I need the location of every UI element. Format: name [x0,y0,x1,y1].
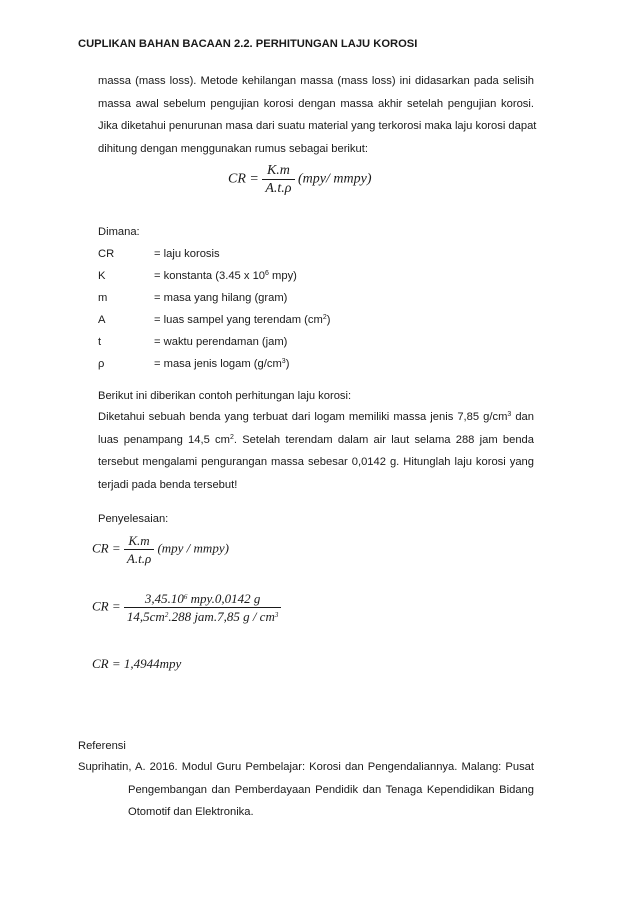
intro-line-2: massa awal sebelum pengujian korosi dengan massa akhir setelah pengujian korosi. [98,97,534,110]
solution-formula-1-unit: (mpy / mmpy) [157,540,229,556]
reference-line-1: Suprihatin, A. 2016. Modul Guru Pembelajar: Korosi dan Pengendaliannya. Malang: Pusat [78,761,534,773]
definition-symbol: t [98,336,102,348]
solution-formula-2-denominator: $14,5cm^2.288$ jam.7,85 g / $cm^3$ [126,609,279,624]
definition-symbol: A [98,314,106,326]
solution-formula-1-lhs: CR = [92,540,121,556]
definition-symbol: K [98,270,106,282]
reference-entry [78,756,534,824]
intro-line-1: massa (mass loss). Metode kehilangan massa (mass loss) ini didasarkan pada selisih [98,75,534,87]
definition-desc: = luas sampel yang terendam $(cm^2)$ [154,314,331,326]
main-formula [228,162,372,197]
reference-heading: Referensi [78,740,126,752]
main-formula-denominator: A.t.ρ [265,181,292,196]
solution-result: CR = 1,4944mpy [92,656,182,671]
example-line-4: terjadi pada benda tersebut! [98,478,238,491]
solution-formula-1-numerator: K.m [124,532,154,550]
page-header: CUPLIKAN BAHAN BACAAN 2.2. PERHITUNGAN LAJU KOROSI [78,38,418,50]
definition-symbol: ρ [98,358,105,370]
example-line-2: luas penampang 14,5 $cm^2$. Setelah terendam dalam air laut selama 288 jam benda [98,433,534,446]
main-formula-fraction [262,162,294,197]
main-formula-numerator: K.m [262,162,294,180]
dimana-label: Dimana: [98,226,140,238]
definition-symbol: CR [98,248,115,260]
solution-formula-2 [92,590,281,625]
intro-paragraph [98,70,537,160]
solution-formula-1-fraction [124,532,154,567]
solution-formula-2-fraction [124,590,281,625]
main-formula-unit: (mpy/ mmpy) [298,171,372,187]
example-line-3: tersebut mengalami pengurangan massa sebesar 0,0142 g. Hitunglah laju korosi yang [98,456,534,468]
intro-line-4: dihitung dengan menggunakan rumus sebagai berikut: [98,142,368,155]
definition-desc: = waktu perendaman (jam) [154,336,288,348]
definition-desc: = laju korosis [154,248,220,260]
solution-label: Penyelesaian: [98,513,169,525]
definition-desc: = masa jenis logam $(g/cm^3)$ [154,358,290,370]
solution-formula-1 [92,532,229,567]
definition-desc: = konstanta (3.45 x $10^6$ mpy) [154,270,297,282]
definition-desc: = masa yang hilang (gram) [154,292,288,304]
example-line-1: Diketahui sebuah benda yang terbuat dari logam memiliki massa jenis 7,85 $g/cm^3$ dan [98,411,534,423]
intro-line-3: Jika diketahui penurunan masa dari suatu material yang terkorosi maka laju korosi dapat [98,120,537,132]
main-formula-lhs: CR = [228,171,259,187]
example-intro: Berikut ini diberikan contoh perhitungan laju korosi: [98,390,352,402]
solution-formula-1-denominator: A.t.ρ [126,551,152,566]
reference-line-3: Otomotif dan Elektronika. [128,806,254,818]
solution-formula-2-numerator: 3,45.10$^6$ mpy.0,0142 g [124,590,281,608]
solution-formula-2-lhs: CR = [92,598,121,614]
example-paragraph [98,406,534,496]
reference-line-2: Pengembangan dan Pemberdayaan Pendidik dan Tenaga Kependidikan Bidang [128,783,534,796]
definition-symbol: m [98,292,108,304]
